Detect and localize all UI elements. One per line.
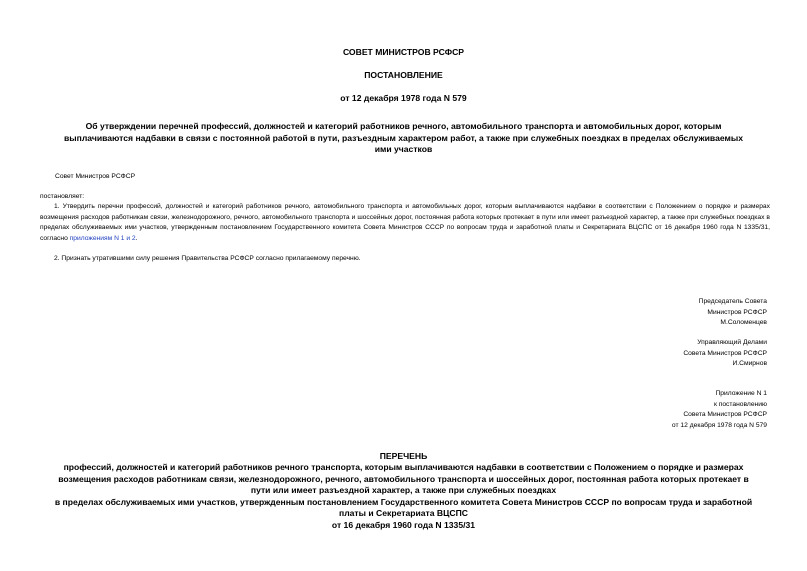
item-1-text: 1. Утвердить перечни профессий, должностей и категорий работников речного, автомобильного транспорта и автомобильных дорог, которым выплачиваются надбавки в соответствии с Положением о порядке и размерах возмещения расходов работникам связи, железнодорожного, речного, автомобильного транспорта и шоссейных дорог, постоянная работа которых протекает в пути или имеет разъездной характер, а также при служебных поездках в пределах обслуживаемых ими участков, утвержденным постановлением Государственного комитета Совета Министров СССР по вопросам труда и заработной платы и Секретариата ВЦСПС от 16 декабря 1960 года N 1335/31, согласно [40, 203, 770, 242]
list-title-line-1: профессий, должностей и категорий работников речного транспорта, которым выплачиваются надбавки в соответствии с Положением о порядке и размерах [63, 462, 744, 472]
list-title-line-4: в пределах обслуживаемых ими участков, утвержденным постановлением Государственного комитета Совета Министров СССР по вопросам труда и заработной [54, 496, 753, 507]
item-1 [40, 202, 770, 244]
signature-manager [567, 338, 767, 370]
list-title-line-3: пути или имеет разъездной характер, а также при служебных поездках [250, 485, 557, 495]
list-title [20, 462, 787, 531]
issuer: Совет Министров РСФСР [55, 173, 136, 180]
appendix-header [567, 389, 767, 431]
manager-name: И.Смирнов [732, 360, 767, 367]
org-name: СОВЕТ МИНИСТРОВ РСФСР [342, 47, 465, 57]
doc-date-number: от 12 декабря 1978 года N 579 [340, 93, 467, 103]
item-1-end: . [135, 234, 138, 242]
appendix-line-2: к постановлению [713, 400, 767, 408]
decrees-word: постановляет: [40, 193, 85, 200]
manager-title-1: Управляющий Делами [697, 339, 767, 346]
chair-title-2: Министров РСФСР [707, 308, 767, 316]
list-title-line-6: от 16 декабря 1960 года N 1335/31 [331, 519, 476, 530]
manager-title-2: Совета Министров РСФСР [683, 349, 767, 357]
list-title-line-5: платы и Секретариата ВЦСПС [339, 508, 468, 518]
doc-title: Об утверждении перечней профессий, должностей и категорий работников речного, автомобильного транспорта и автомобильных дорог, которым выплачиваются надбавки в связи с постоянной работой в пути, разъездным характером работ, а также при служебных поездках в пределах обслуживаемых ими участков [64, 121, 743, 154]
appendix-link[interactable]: приложениям N 1 и 2 [69, 234, 136, 242]
appendix-line-1: Приложение N 1 [715, 390, 767, 397]
chair-name: М.Соломенцев [720, 319, 767, 326]
signature-chair [567, 297, 767, 329]
list-heading: ПЕРЕЧЕНЬ [379, 451, 428, 461]
appendix-line-4: от 12 декабря 1978 года N 579 [671, 421, 767, 429]
doc-type: ПОСТАНОВЛЕНИЕ [364, 70, 443, 80]
appendix-line-3: Совета Министров РСФСР [683, 411, 767, 418]
chair-title-1: Председатель Совета [698, 298, 767, 305]
list-title-line-2: возмещения расходов работникам связи, железнодорожного, речного, автомобильного транспорта и шоссейных дорог, постоянная работа которых протекает в [58, 473, 749, 484]
item-2: 2. Признать утратившими силу решения Правительства РСФСР согласно прилагаемому перечню. [54, 255, 361, 262]
